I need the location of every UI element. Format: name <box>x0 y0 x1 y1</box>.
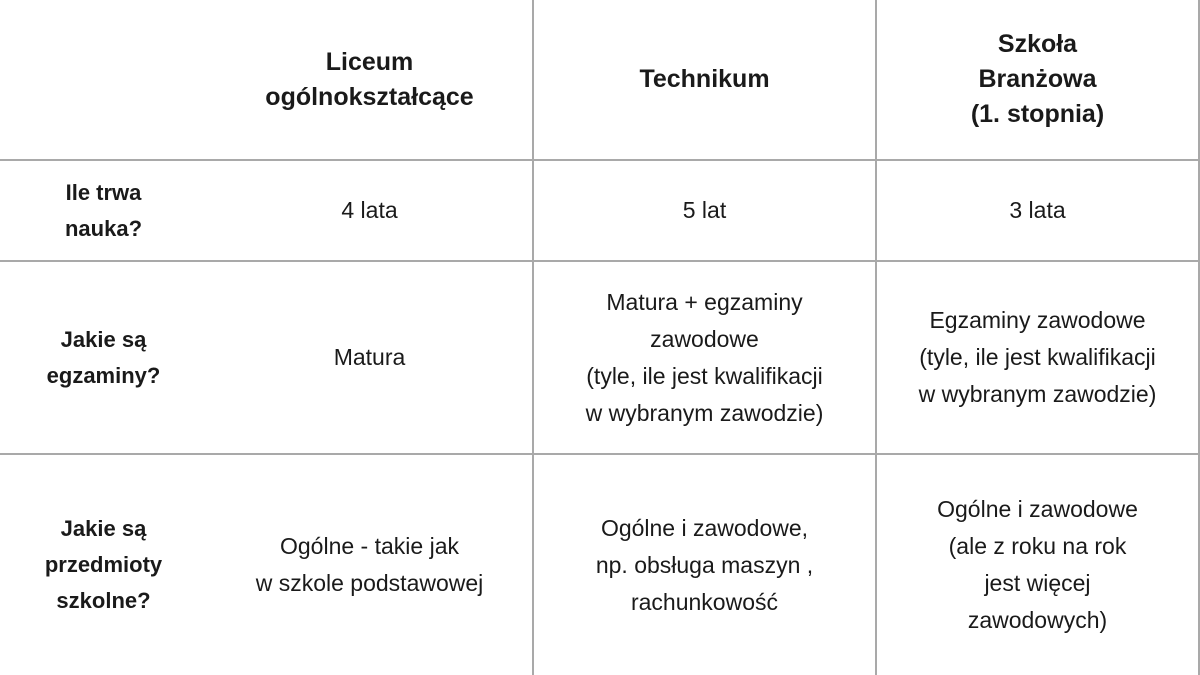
column-header-technikum <box>534 0 877 161</box>
table-cell-duration-liceum <box>207 161 534 262</box>
table-cell-duration-branzowa <box>877 161 1200 262</box>
row-header-line: szkolne? <box>56 588 151 613</box>
row-header-line: Jakie są <box>60 326 147 352</box>
column-header-szkola-branzowa <box>877 0 1200 161</box>
cell-line: zawodowe <box>650 325 759 352</box>
cell-line: Matura + egzaminy <box>606 288 803 315</box>
table-cell-exams-technikum <box>534 262 877 455</box>
column-header-line: Technikum <box>639 65 770 93</box>
column-header-line: (1. stopnia) <box>970 100 1105 128</box>
cell-line: Ogólne i zawodowe <box>937 496 1138 522</box>
cell-line: w szkole podstawowej <box>255 570 484 596</box>
row-header-exams <box>0 262 207 455</box>
table-cell-subjects-branzowa <box>877 455 1200 675</box>
cell-line: Egzaminy zawodowe <box>929 307 1146 333</box>
column-header-liceum <box>207 0 534 161</box>
cell-line: Matura <box>333 344 406 370</box>
column-header-line: ogólnokształcące <box>265 82 474 111</box>
cell-line: 4 lata <box>341 197 398 223</box>
table-cell-subjects-technikum <box>534 455 877 675</box>
column-header-line: Branżowa <box>978 65 1097 93</box>
row-header-subjects <box>0 455 207 675</box>
row-header-line: nauka? <box>64 215 143 241</box>
cell-line: 3 lata <box>1009 197 1066 223</box>
cell-line: jest więcej <box>984 570 1091 596</box>
row-header-line: przedmioty <box>44 552 163 577</box>
row-header-duration <box>0 161 207 262</box>
cell-line: Ogólne - takie jak <box>280 533 459 559</box>
cell-line: 5 lat <box>682 197 727 223</box>
cell-line: zawodowych) <box>967 607 1108 633</box>
table-cell-duration-technikum <box>534 161 877 262</box>
row-header-line: Ile trwa <box>65 179 142 205</box>
cell-line: w wybranym zawodzie) <box>918 381 1157 407</box>
cell-line: np. obsługa maszyn , <box>595 551 814 578</box>
cell-line: (tyle, ile jest kwalifikacji <box>919 344 1156 370</box>
table-cell-subjects-liceum <box>207 455 534 675</box>
table-cell-exams-liceum <box>207 262 534 455</box>
cell-line: (ale z roku na rok <box>948 533 1127 559</box>
row-header-line: Jakie są <box>60 516 147 541</box>
column-header-line: Liceum <box>325 47 414 76</box>
column-header-line: Szkoła <box>997 30 1078 58</box>
cell-line: (tyle, ile jest kwalifikacji <box>586 362 823 389</box>
cell-line: rachunkowość <box>630 588 779 615</box>
table-cell-exams-branzowa <box>877 262 1200 455</box>
cell-line: Ogólne i zawodowe, <box>600 514 809 541</box>
row-header-line: egzaminy? <box>46 362 161 388</box>
cell-line: w wybranym zawodzie) <box>585 399 824 426</box>
table-corner-empty <box>0 0 207 161</box>
